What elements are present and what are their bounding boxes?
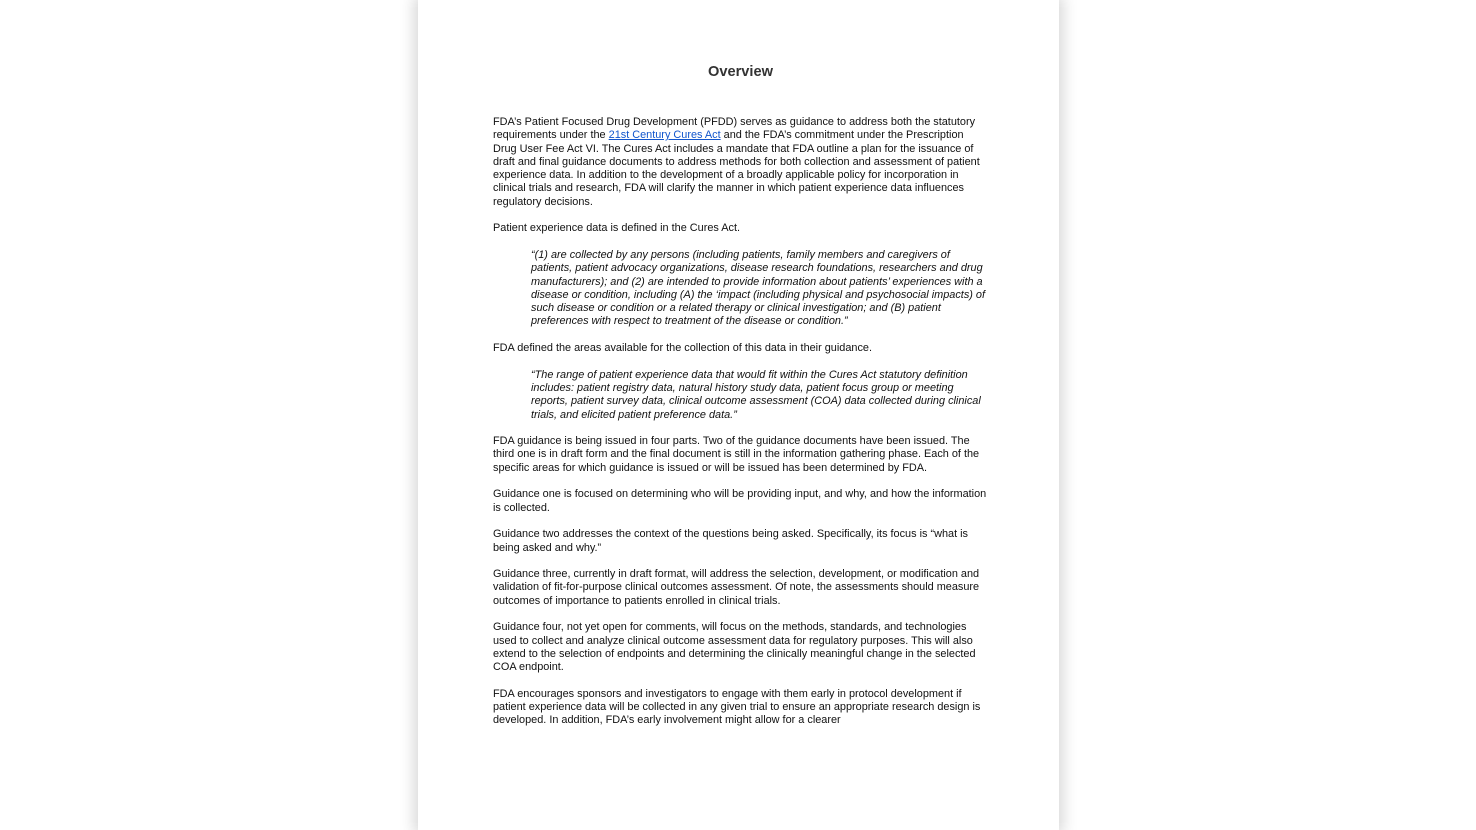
paragraph-guidance-two: Guidance two addresses the context of the questions being asked. Specifically, its focus is “what is being asked and why.” — [493, 528, 969, 554]
blockquote-definition: “(1) are collected by any persons (including patients, family members and caregivers of patients, patient advocacy organizations, disease research foundations, researchers and drug manufacturers); and (2) are intended to provide information about patients’ experiences with a disease or condition, including (A) the ‘impact (including physical and psychosocial impacts) of such disease or condition or a related therapy or clinical investigation; and (B) patient preferences with respect to treatment of the disease or condition.” — [531, 248, 986, 328]
paragraph-areas-intro: FDA defined the areas available for the collection of this data in their guidance. — [493, 342, 872, 355]
paragraph-text: and the FDA’s commitment under the Prescription Drug User Fee Act VI. The Cures Act includes a mandate that FDA outline a plan for the issuance of draft and final guidance documents to address methods for both collection and assessment of patient experience data. In addition to the development of a broadly applicable policy for incorporation in clinical trials and research, FDA will clarify the manner in which patient experience data influences regulatory decisions. — [493, 129, 980, 208]
paragraph-guidance-parts: FDA guidance is being issued in four parts. Two of the guidance documents have been issued. The third one is in draft form and the final document is still in the information gathering phase. Each of the specific areas for which guidance is issued or will be issued has been determined by FDA. — [493, 435, 980, 474]
paragraph-pfdd-intro — [493, 116, 988, 209]
paragraph-guidance-one: Guidance one is focused on determining who will be providing input, and why, and how the information is collected. — [493, 488, 987, 514]
paragraph-guidance-three: Guidance three, currently in draft format, will address the selection, development, or modification and validation of fit-for-purpose clinical outcomes assessment. Of note, the assessments should measure outcomes of importance to patients enrolled in clinical trials. — [493, 568, 980, 607]
page-title: Overview — [708, 64, 773, 80]
paragraph-guidance-four: Guidance four, not yet open for comments, will focus on the methods, standards, and technologies used to collect and analyze clinical outcome assessment data for regulatory purposes. This will also extend to the selection of endpoints and determining the clinically meaningful change in the selected COA endpoint. — [493, 621, 976, 674]
cures-act-link[interactable]: 21st Century Cures Act — [608, 129, 721, 142]
page-content — [493, 0, 988, 728]
blockquote-data-range: “The range of patient experience data that would fit within the Cures Act statutory definition includes: patient registry data, natural history study data, patient focus group or meeting reports, patient survey data, clinical outcome assessment (COA) data collected during clinical trials, and elicited patient preference data.” — [531, 368, 981, 421]
paragraph-text: FDA’s Patient Focused Drug Development (PFDD) serves as guidance to address both the statutory requirements under the — [493, 116, 976, 142]
document-page — [418, 0, 1059, 830]
paragraph-engagement: FDA encourages sponsors and investigators to engage with them early in protocol development if patient experience data will be collected in any given trial to ensure an appropriate research design is developed. In addition, FDA’s early involvement might allow for a clearer — [493, 687, 981, 727]
paragraph-definition-intro: Patient experience data is defined in the Cures Act. — [493, 222, 741, 235]
